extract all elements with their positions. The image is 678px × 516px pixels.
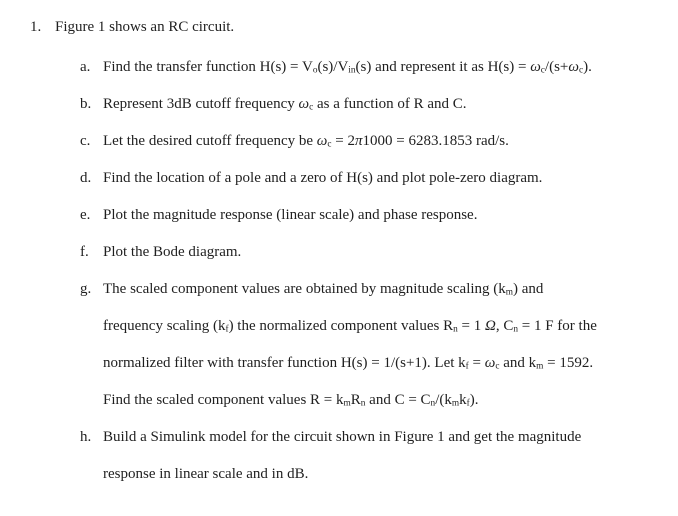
item-label: g. bbox=[80, 281, 92, 297]
item-text-line: The scaled component values are obtained by magnitude scaling $(k_m)$ and bbox=[103, 281, 544, 298]
item-text-line: Find the transfer function $H(s) = V_o(s)/V_{in}(s)$ and represent it as $H(s) = \omega_c/(s+\omega_c)$. bbox=[103, 59, 592, 76]
item-label: a. bbox=[80, 59, 91, 75]
item-label: f. bbox=[80, 244, 89, 260]
list-item-a bbox=[80, 49, 678, 86]
item-label: c. bbox=[80, 133, 91, 149]
list-item-c bbox=[80, 123, 678, 160]
item-text-line: Find the location of a pole and a zero of H(s) and plot pole-zero diagram. bbox=[103, 170, 543, 186]
item-text-line: Plot the magnitude response (linear scale) and phase response. bbox=[103, 207, 478, 223]
list-item-g bbox=[80, 271, 678, 419]
list-item-e bbox=[80, 197, 678, 234]
item-text-line: Find the scaled component values $R = k_mR_n$ and $C = C_n/(k_mk_f)$. bbox=[103, 392, 479, 409]
item-text-line: Represent 3dB cutoff frequency $\omega_c$ as a function of R and C. bbox=[103, 96, 467, 113]
item-text-line: Let the desired cutoff frequency be $\omega_c = 2\pi 1000 = 6283.1853$ rad/s. bbox=[103, 133, 509, 150]
list-item-f bbox=[80, 234, 678, 271]
item-text-line: frequency scaling $(k_f)$ the normalized component values $R_n = 1$ Ω, $C_n = 1$ F for the bbox=[103, 318, 597, 335]
item-label: d. bbox=[80, 170, 92, 186]
item-text-line: response in linear scale and in dB. bbox=[103, 466, 309, 482]
problem-item-list bbox=[80, 49, 678, 493]
item-text-line: Plot the Bode diagram. bbox=[103, 244, 242, 260]
list-item-d bbox=[80, 160, 678, 197]
problem-number: 1. bbox=[30, 19, 42, 35]
problem-title: Figure 1 shows an RC circuit. bbox=[55, 19, 235, 35]
item-label: b. bbox=[80, 96, 92, 112]
item-label: h. bbox=[80, 429, 92, 445]
list-item-h bbox=[80, 419, 678, 493]
problem-1 bbox=[30, 9, 678, 46]
item-text-line: Build a Simulink model for the circuit shown in Figure 1 and get the magnitude bbox=[103, 429, 582, 445]
list-item-b bbox=[80, 86, 678, 123]
item-label: e. bbox=[80, 207, 91, 223]
item-text-line: normalized filter with transfer function H(s) = 1/(s+1). Let $k_f = \omega_c$ and $k_m = 1592$. bbox=[103, 355, 594, 372]
